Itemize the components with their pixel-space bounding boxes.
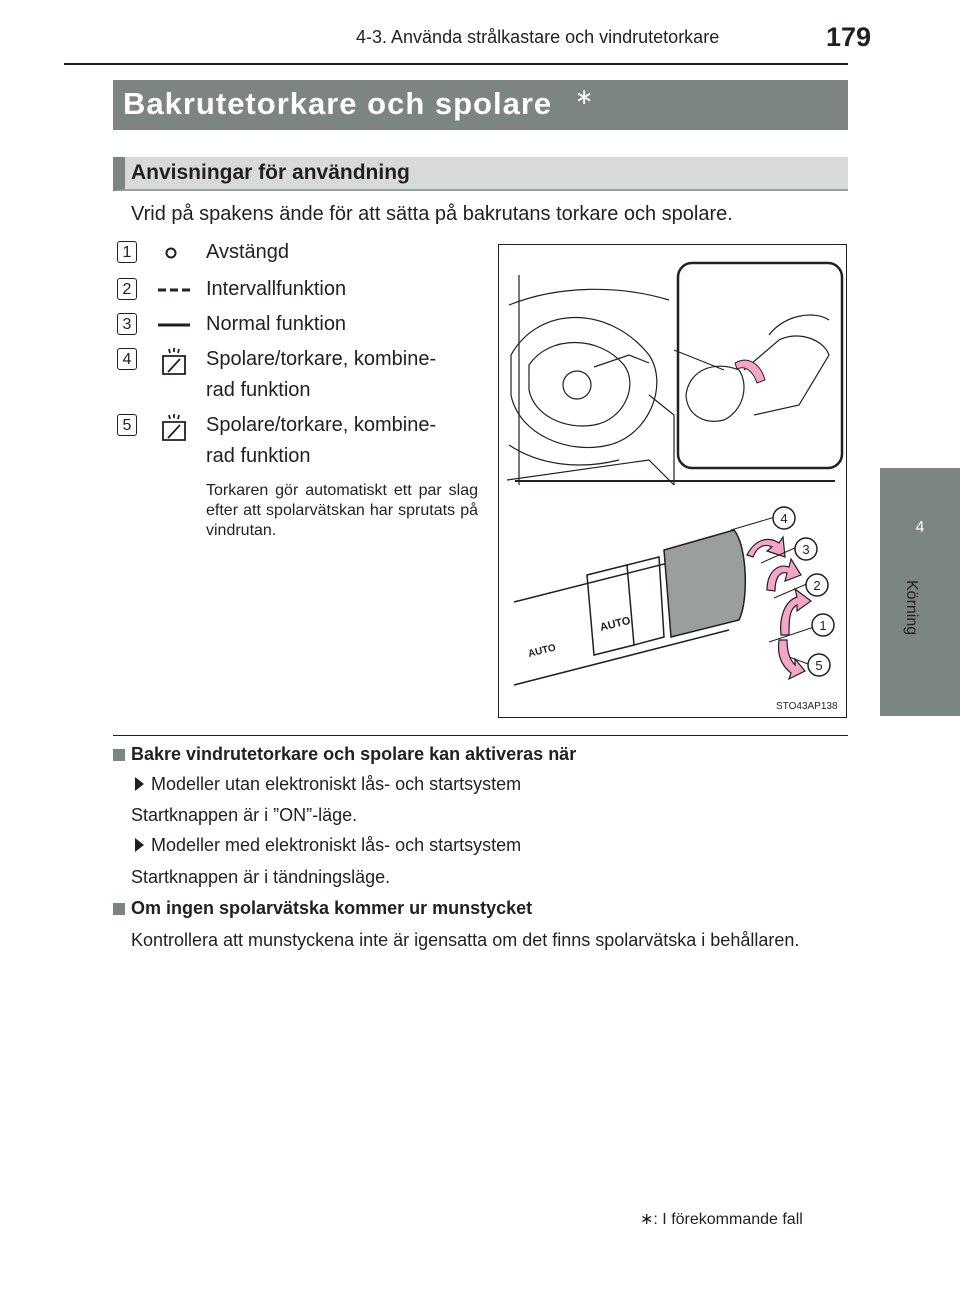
figure-callout: 2: [813, 578, 821, 593]
note-text: Startknappen är i ”ON”-läge.: [131, 805, 358, 825]
chapter-name: Körning: [903, 580, 920, 636]
page-number: 179: [826, 22, 872, 52]
section-divider: [113, 735, 848, 736]
off-circle-icon: [160, 244, 182, 267]
figure-callout: 5: [815, 658, 823, 673]
triangle-bullet-icon: [135, 777, 144, 791]
subsection-heading: Anvisningar för användning: [131, 161, 410, 184]
item-label: Avstängd: [206, 241, 290, 263]
washer-wiper-icon: [158, 412, 190, 449]
figure-callout: 4: [780, 511, 788, 526]
item-number-badge: 5: [117, 414, 137, 436]
auto-label: AUTO: [598, 614, 632, 634]
triangle-bullet-icon: [135, 838, 144, 852]
header-rule: [64, 63, 848, 65]
illustration-frame: [498, 244, 847, 718]
bullet-square: [113, 903, 125, 915]
title-footnote-marker: ∗: [575, 84, 594, 109]
footnote: ∗: I förekommande fall: [640, 1211, 803, 1228]
item-label: Normal funktion: [206, 313, 347, 335]
note-subheading: Modeller utan elektroniskt lås- och startsystem: [151, 774, 522, 794]
intermittent-icon: [155, 281, 195, 304]
note-text: Startknappen är i tändningsläge.: [131, 867, 391, 887]
item-note: Torkaren gör automatiskt ett par slag efter att spolarvätskan har sprutats på vindrutan.: [206, 482, 478, 539]
normal-icon: [155, 316, 195, 339]
auto-label: AUTO: [527, 642, 558, 660]
page-title: Bakrutetorkare och spolare: [123, 86, 553, 121]
item-number-badge: 3: [117, 313, 137, 335]
item-label-line1: Spolare/torkare, kombine-: [206, 414, 437, 436]
bullet-square: [113, 749, 125, 761]
note-heading: Om ingen spolarvätska kommer ur munstycket: [131, 898, 533, 918]
item-label: Intervallfunktion: [206, 278, 347, 300]
note-text: Kontrollera att munstyckena inte är igensatta om det finns spolarvätska i behållaren.: [131, 930, 800, 950]
item-number-badge: 1: [117, 241, 137, 263]
item-label-line1: Spolare/torkare, kombine-: [206, 348, 437, 370]
item-number-badge: 2: [117, 278, 137, 300]
item-number-badge: 4: [117, 348, 137, 370]
washer-wiper-icon: [158, 346, 190, 383]
figure-code: STO43AP138: [776, 701, 838, 712]
figure-callout: 1: [819, 618, 827, 633]
running-header: 4-3. Använda strålkastare och vindrutetorkare: [356, 27, 720, 47]
item-label-line2: rad funktion: [206, 445, 311, 467]
note-subheading: Modeller med elektroniskt lås- och startsystem: [151, 835, 522, 855]
chapter-number: 4: [915, 519, 925, 536]
note-heading: Bakre vindrutetorkare och spolare kan aktiveras när: [131, 744, 577, 764]
intro-text: Vrid på spakens ände för att sätta på bakrutans torkare och spolare.: [131, 203, 733, 225]
item-label-line2: rad funktion: [206, 379, 311, 401]
figure-callout: 3: [802, 542, 810, 557]
